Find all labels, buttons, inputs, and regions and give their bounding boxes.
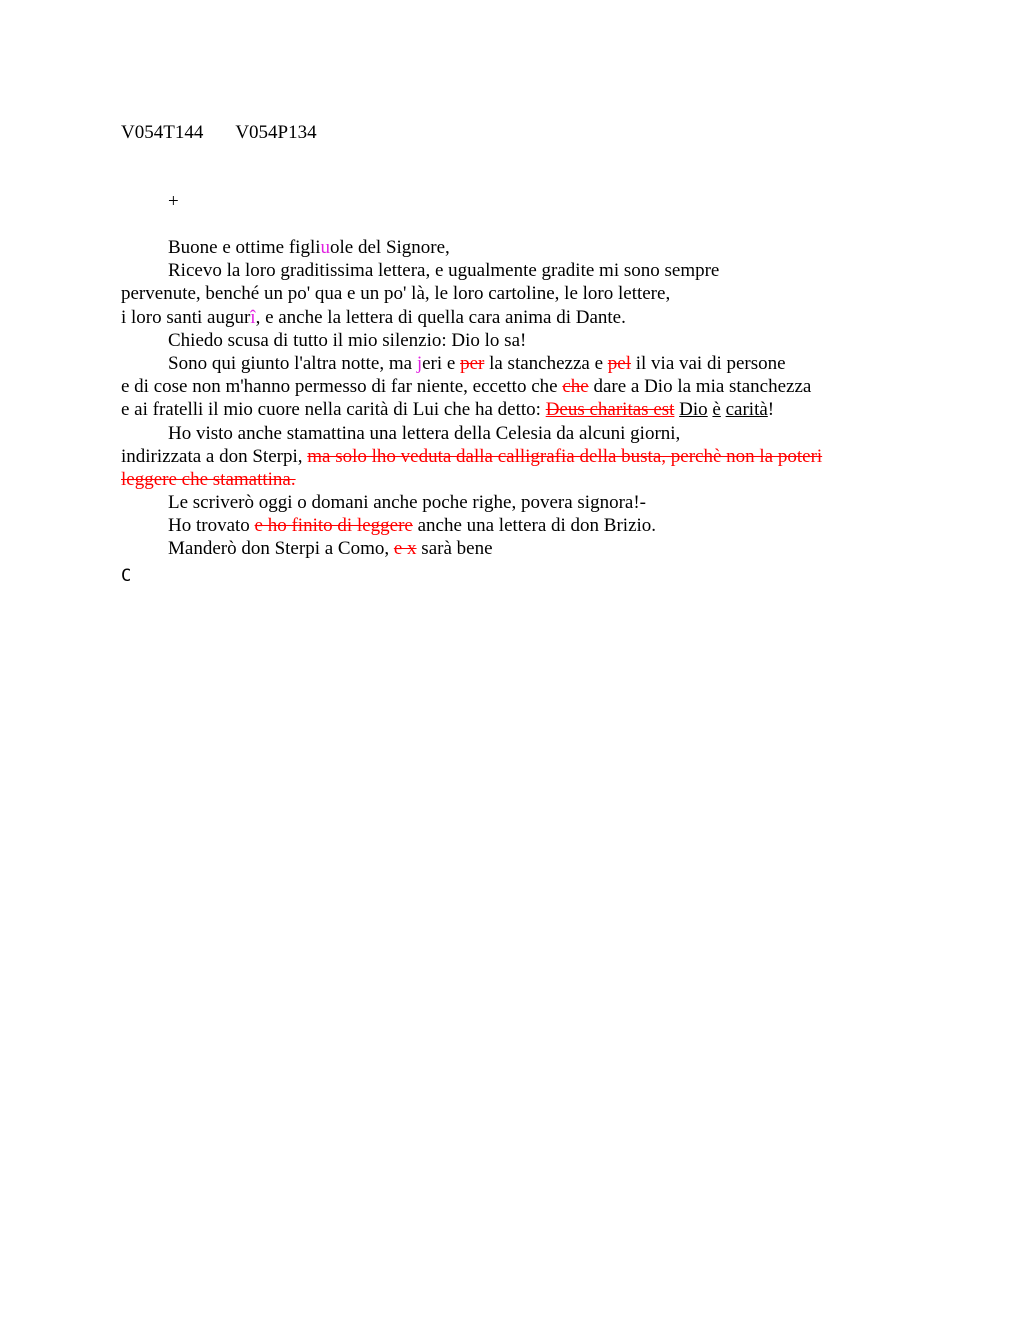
text-line <box>121 537 901 560</box>
text-span: , e anche la lettera di quella cara anima di Dante. <box>255 306 626 328</box>
insertion-mark: î <box>250 306 256 328</box>
text-span: la stanchezza e <box>484 352 608 374</box>
document-header <box>121 121 317 144</box>
deletion-mark: leggere che stamattina. <box>121 468 296 490</box>
text-line <box>121 398 901 421</box>
text-span: Ricevo la loro graditissima lettera, e ugualmente gradite mi sono sempre <box>168 260 720 282</box>
text-line <box>121 259 901 282</box>
deletion-mark: per <box>460 352 485 374</box>
text-span: anche una lettera di don Brizio. <box>412 515 657 537</box>
text-span: il via vai di persone <box>630 352 786 374</box>
text-span: Chiedo scusa di tutto il mio silenzio: Dio lo sa! <box>168 329 527 351</box>
cross-mark: + <box>168 191 179 212</box>
text-line <box>121 306 901 329</box>
underlined-word: carità <box>725 399 768 421</box>
text-line <box>121 491 901 514</box>
text-span: dare a Dio la mia stanchezza <box>588 376 812 398</box>
deletion-mark: Deus charitas est <box>545 399 675 421</box>
text-line <box>121 514 901 537</box>
text-line <box>121 352 901 375</box>
letter-body <box>121 236 901 561</box>
text-line <box>121 375 901 398</box>
deletion-mark: pel <box>607 352 631 374</box>
text-span: Sono qui giunto l'altra notte, ma <box>168 352 417 374</box>
underlined-word: Dio <box>679 399 708 421</box>
footer-mark: C <box>121 566 132 586</box>
text-span: sarà bene <box>416 538 493 560</box>
text-line <box>121 468 901 491</box>
text-line <box>121 329 901 352</box>
text-line <box>121 422 901 445</box>
underlined-word: è <box>712 399 721 421</box>
insertion-mark: u <box>320 237 331 258</box>
text-span: e di cose non m'hanno permesso di far niente, eccetto che <box>121 376 563 398</box>
deletion-mark: e x <box>393 538 417 560</box>
text-line <box>121 282 901 305</box>
text-span: e ai fratelli il mio cuore nella carità di Lui che ha detto: <box>121 399 546 421</box>
text-span: eri e <box>422 352 461 374</box>
text-span: Ho visto anche stamattina una lettera della Celesia da alcuni giorni, <box>168 422 681 444</box>
text-line <box>121 236 901 259</box>
text-span: i loro santi augur <box>121 306 251 328</box>
deletion-mark: e ho finito di leggere <box>254 515 413 537</box>
text-span: Ho trovato <box>168 515 255 537</box>
text-span: Manderò don Sterpi a Como, <box>168 538 394 560</box>
text-span: Buone e ottime figli <box>168 237 321 258</box>
page-code: V054P134 <box>235 122 317 143</box>
text-span: pervenute, benché un po' qua e un po' là, le loro cartoline, le loro lettere, <box>121 283 671 305</box>
deletion-mark: ma solo lho veduta dalla calligrafia della busta, perchè non la poteri <box>307 445 823 467</box>
text-span: ole del Signore, <box>330 237 450 258</box>
text-span: indirizzata a don Sterpi, <box>121 445 308 467</box>
deletion-mark: che <box>562 376 589 398</box>
insertion-mark: j <box>416 352 423 374</box>
volume-code: V054T144 <box>121 122 204 143</box>
text-span: Le scriverò oggi o domani anche poche righe, povera signora!- <box>168 492 646 514</box>
text-line <box>121 445 901 468</box>
text-span: ! <box>767 399 775 421</box>
